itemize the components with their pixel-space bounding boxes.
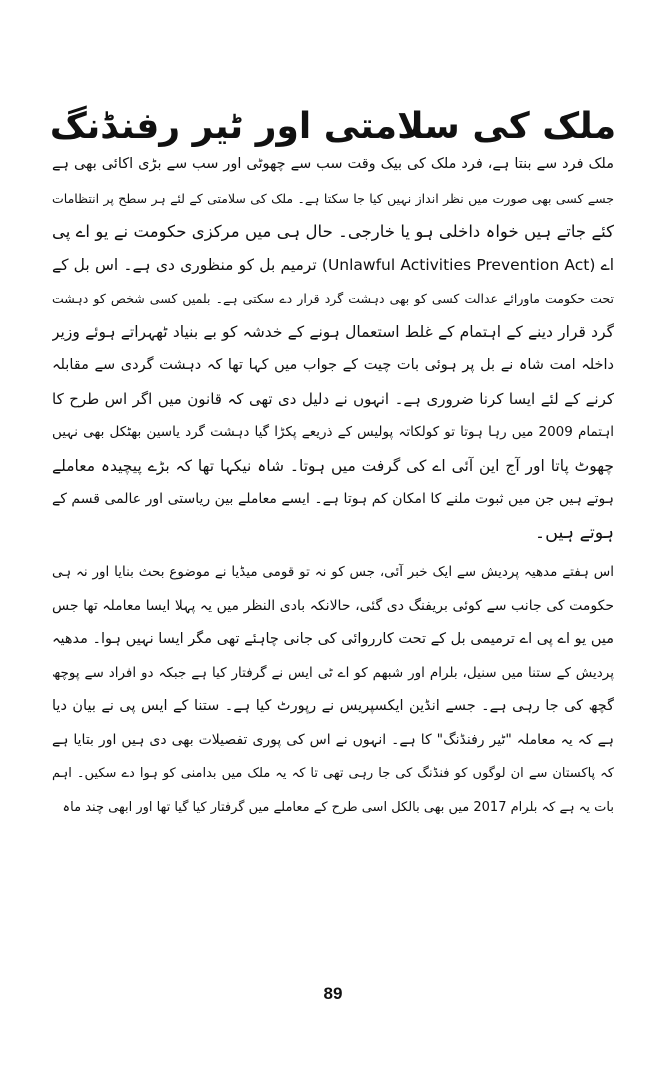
text-line: چھوٹ پاتا اور آج این آئی اے کی گرفت میں ہوتا۔ شاہ نیکہا تھا کہ بڑے پیچیدہ معاملے: [52, 456, 614, 475]
text-line: اس ہفتے مدھیہ پردیش سے ایک خبر آئی، جس کو نہ تو قومی میڈیا نے موضوع بحث بنایا اور نہ ہی: [52, 564, 614, 580]
paragraph: [52, 148, 614, 550]
text-line: اہتمام 2009 میں رہا ہوتا تو کولکاتہ پولیس کے ذریعے پکڑا گیا دہشت گرد یاسین بھٹکل بھی نہیں: [52, 424, 614, 440]
text-line: داخلہ امت شاہ نے بل پر ہوئی بات چیت کے جواب میں کہا تھا کہ دہشت گردی سے مقابلہ: [52, 357, 614, 373]
text-line: ہوتے ہیں جن میں ثبوت ملنے کا امکان کم ہوتا ہے۔ ایسے معاملے بین ریاستی اور عالمی قسم کے: [52, 491, 614, 507]
text-line: ہوتے ہیں۔: [534, 522, 614, 543]
text-line: ملک فرد سے بنتا ہے، فرد ملک کی بیک وقت سب سے چھوٹی اور سب سے بڑی اکائی بھی ہے: [52, 156, 614, 172]
text-line: جسے کسی بھی صورت میں نظر انداز نہیں کیا جا سکتا ہے۔ ملک کی سلامتی کے لئے ہر سطح پر انتظامات: [52, 190, 614, 206]
text-line: حکومت کی جانب سے کوئی بریفنگ دی گئی، حالانکہ بادی النظر میں یہ پہلا ایسا معاملہ تھا جس: [52, 597, 614, 614]
text-line: تحت حکومت ماورائے عدالت کسی کو بھی دہشت گرد قرار دے سکتی ہے۔ بلمیں کسی شخص کو دہشت: [52, 291, 614, 306]
text-line: کہ پاکستان سے ان لوگوں کو فنڈنگ کی جا رہی تھی تا کہ یہ ملک میں بدامنی کو ہوا دے سکیں۔ اہم: [52, 766, 614, 781]
paragraph: [52, 556, 614, 824]
text-line: گرد قرار دینے کے اہتمام کے غلط استعمال ہونے کے خدشہ کو بے بنیاد ٹھہراتے ہوئے وزیر: [52, 322, 614, 341]
text-line: پردیش کے ستنا میں سنیل، بلرام اور شبھم کو اے ٹی ایس نے گرفتار کیا ہے جبکہ دو افراد سے پوچھ: [52, 664, 614, 681]
text-line: کرنے کے لئے ایسا کرنا ضروری ہے۔ انہوں نے دلیل دی تھی کہ قانون میں اگر اس طرح کا: [52, 389, 614, 408]
text-line: گچھ کی جا رہی ہے۔ جسے انڈین ایکسپریس نے رپورٹ کیا ہے۔ ستنا کے ایس پی نے بیان دیا: [52, 698, 614, 714]
page-number: 89: [323, 984, 343, 1003]
text-line: ہے کہ یہ معاملہ "ٹیر رفنڈنگ" کا ہے۔ انہوں نے اس کی پوری تفصیلات بھی دی ہیں اور بتایا ہے: [52, 731, 614, 748]
page-title: ملک کی سلامتی اور ٹیر رفنڈنگ: [49, 106, 617, 148]
text-line: اے (Unlawful Activities Prevention Act) ترمیم بل کو منظوری دی ہے۔ اس بل کے: [52, 255, 614, 274]
text-line: بات یہ ہے کہ بلرام 2017 میں بھی بالکل اسی طرح کے معاملے میں گرفتار کیا گیا تھا اور ابھی چند ماہ: [62, 799, 614, 815]
article-body: [52, 148, 614, 824]
text-line: کئے جاتے ہیں خواہ داخلی ہو یا خارجی۔ حال ہی میں مرکزی حکومت نے یو اے پی: [52, 222, 614, 241]
text-line: میں یو اے پی اے ترمیمی بل کے تحت کارروائی کی جانی چاہئے تھی مگر ایسا نہیں ہوا۔ مدھیہ: [52, 631, 614, 647]
